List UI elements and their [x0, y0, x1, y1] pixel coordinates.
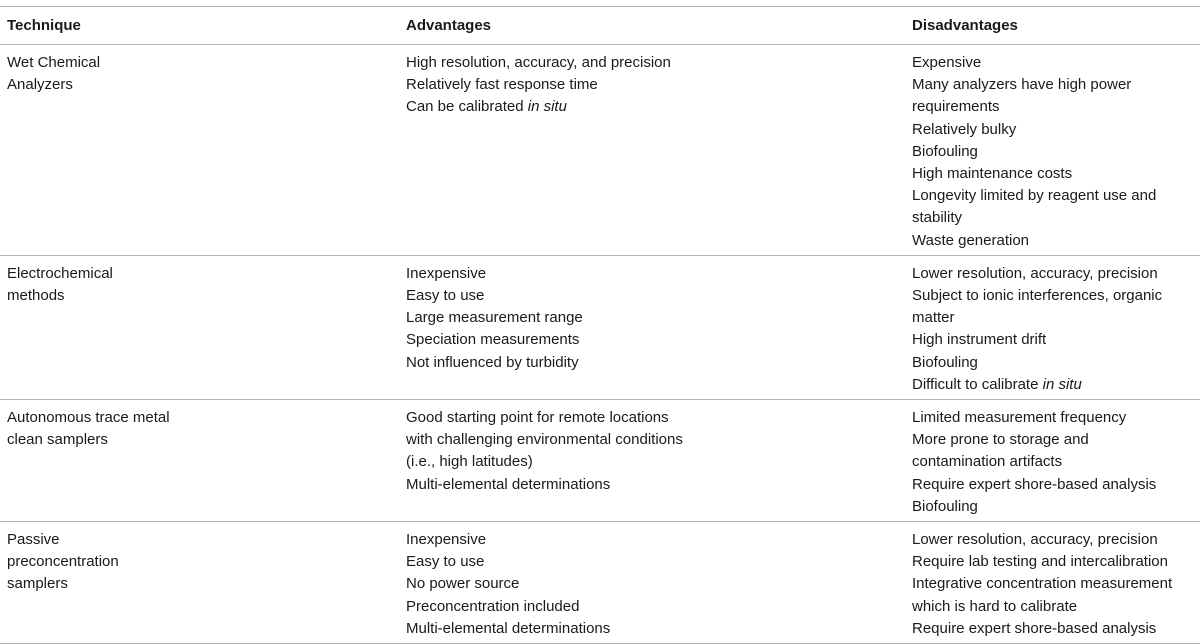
list-item: No power source — [406, 575, 520, 593]
technique-cell — [0, 255, 403, 399]
list-item: Inexpensive — [406, 531, 487, 549]
list-item: Biofouling — [912, 497, 978, 515]
list-item: Multi-elemental determinations — [406, 475, 611, 493]
list-item: High maintenance costs — [912, 165, 1073, 183]
list-item: Inexpensive — [406, 264, 487, 282]
technique-name: Wet Chemical Analyzers — [7, 54, 101, 94]
list-item: Expensive — [912, 54, 982, 71]
list-item: Preconcentration included — [406, 597, 580, 615]
list-item: Require lab testing and intercalibration — [912, 553, 1168, 571]
disadvantages-cell — [912, 400, 1200, 522]
list-item: Can be calibrated in situ — [406, 98, 567, 116]
list-item: Speciation measurements — [406, 331, 580, 349]
list-item: Biofouling — [912, 142, 978, 160]
header-advantages: Advantages — [406, 17, 492, 34]
table-row — [0, 522, 1200, 644]
list-item: Multi-elemental determinations — [406, 619, 611, 637]
list-item: Relatively fast response time — [406, 76, 598, 94]
table-row — [0, 45, 1200, 256]
disadvantages-cell — [912, 522, 1200, 644]
list-item: Biofouling — [912, 353, 978, 371]
advantages-cell — [403, 45, 912, 256]
header-technique: Technique — [7, 17, 81, 34]
list-item: Easy to use — [406, 287, 485, 305]
technique-name: Passive preconcentration samplers — [7, 531, 119, 593]
list-item: Large measurement range — [406, 309, 583, 327]
list-item: High instrument drift — [912, 331, 1047, 349]
technique-name: Electrochemical methods — [7, 264, 113, 305]
technique-cell — [0, 45, 403, 256]
list-item: Subject to ionic interferences, organic matter — [912, 287, 1163, 327]
list-item: Longevity limited by reagent use and stability — [912, 187, 1157, 227]
list-item: Many analyzers have high power requirements — [912, 76, 1132, 116]
list-item: High resolution, accuracy, and precision — [406, 54, 671, 71]
advantages-cell — [403, 522, 912, 644]
list-item: Integrative concentration measurement which is hard to calibrate — [912, 575, 1173, 615]
list-item: Difficult to calibrate in situ — [912, 375, 1082, 393]
list-item: Not influenced by turbidity — [406, 353, 579, 371]
advantages-cell — [403, 255, 912, 399]
list-item: More prone to storage and contamination artifacts — [912, 431, 1089, 471]
advantages-cell — [403, 400, 912, 522]
technique-cell — [0, 522, 403, 644]
table-row — [0, 400, 1200, 522]
list-item: Limited measurement frequency — [912, 409, 1127, 427]
table-row — [0, 255, 1200, 399]
list-item: Lower resolution, accuracy, precision — [912, 264, 1158, 282]
list-item: Relatively bulky — [912, 120, 1017, 138]
technique-cell — [0, 400, 403, 522]
list-item: Lower resolution, accuracy, precision — [912, 531, 1158, 549]
comparison-table — [0, 6, 1200, 644]
list-item: Require expert shore-based analysis — [912, 619, 1157, 637]
header-disadvantages: Disadvantages — [912, 17, 1018, 34]
disadvantages-cell — [912, 255, 1200, 399]
list-item: Waste generation — [912, 231, 1030, 249]
list-item: Good starting point for remote locations with challenging environmental conditions (i.e., high latitudes) — [406, 409, 683, 471]
disadvantages-cell — [912, 45, 1200, 256]
list-item: Require expert shore-based analysis — [912, 475, 1157, 493]
list-item: Easy to use — [406, 553, 485, 571]
table-header-row — [0, 7, 1200, 45]
technique-name: Autonomous trace metal clean samplers — [7, 409, 170, 449]
